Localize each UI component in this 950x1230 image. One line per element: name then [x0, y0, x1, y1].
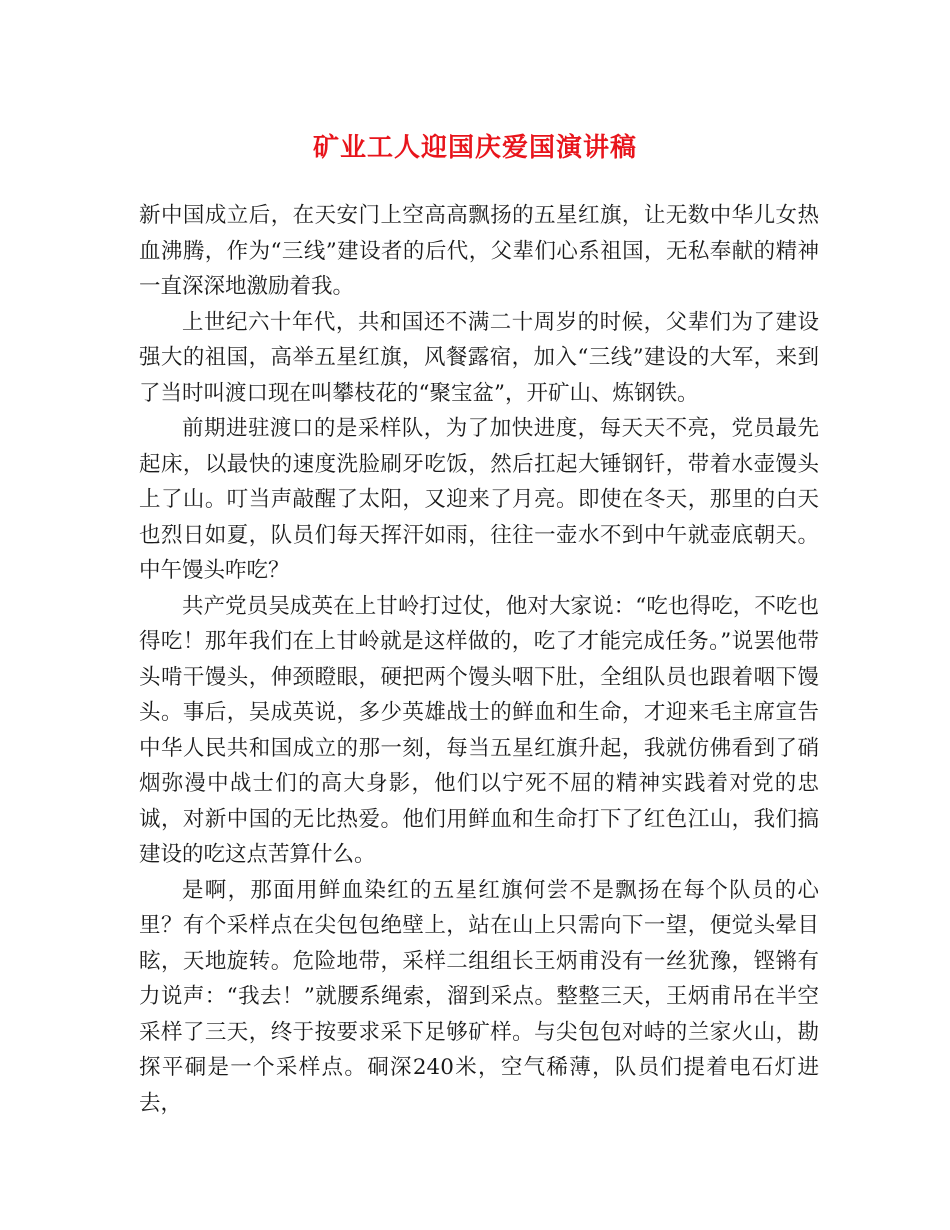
- paragraph-1: 新中国成立后，在天安门上空高高飘扬的五星红旗，让无数中华儿女热血沸腾，作为“三线”建设者的后代，父辈们心系祖国，无私奉献的精神一直深深地激励着我。: [139, 203, 819, 299]
- paragraph-3: 前期进驻渡口的是采样队，为了加快进度，每天天不亮，党员最先起床，以最快的速度洗脸刷牙吃饭，然后扛起大锤钢钎，带着水壶馒头上了山。叮当声敲醒了太阳，又迎来了月亮。即使在冬天，那里的白天也烈日如夏，队员们每天挥汗如雨，往往一壶水不到中午就壶底朝天。中午馒头咋吃？: [139, 416, 819, 583]
- document-title: 矿业工人迎国庆爱国演讲稿: [312, 133, 637, 163]
- paragraph-4: 共产党员吴成英在上甘岭打过仗，他对大家说：“吃也得吃，不吃也得吃！那年我们在上甘岭就是这样做的，吃了才能完成任务。”说罢他带头啃干馒头，伸颈瞪眼，硬把两个馒头咽下肚，全组队员也跟着咽下馒头。事后，吴成英说，多少英雄战士的鲜血和生命，才迎来毛主席宣告中华人民共和国成立的那一刻，每当五星红旗升起，我就仿佛看到了硝烟弥漫中战士们的高大身影，他们以宁死不屈的精神实践着对党的忠诚，对新中国的无比热爱。他们用鲜血和生命打下了红色江山，我们搞建设的吃这点苦算什么。: [139, 593, 819, 867]
- document-body: [139, 198, 819, 1121]
- paragraph-2: 上世纪六十年代，共和国还不满二十周岁的时候，父辈们为了建设强大的祖国，高举五星红旗，风餐露宿，加入“三线”建设的大军，来到了当时叫渡口现在叫攀枝花的“聚宝盆”，开矿山、炼钢铁。: [139, 309, 819, 406]
- paragraph-5: 是啊，那面用鲜血染红的五星红旗何尝不是飘扬在每个队员的心里？有个采样点在尖包包绝壁上，站在山上只需向下一望，便觉头晕目眩，天地旋转。危险地带，采样二组组长王炳甫没有一丝犹豫，铿锵有力说声：“我去！”就腰系绳索，溜到采点。整整三天，王炳甫吊在半空采样了三天，终于按要求采下足够矿样。与尖包包对峙的兰家火山，勘探平硐是一个采样点。硐深240米，空气稀薄，队员们提着电石灯进去，: [139, 877, 819, 1116]
